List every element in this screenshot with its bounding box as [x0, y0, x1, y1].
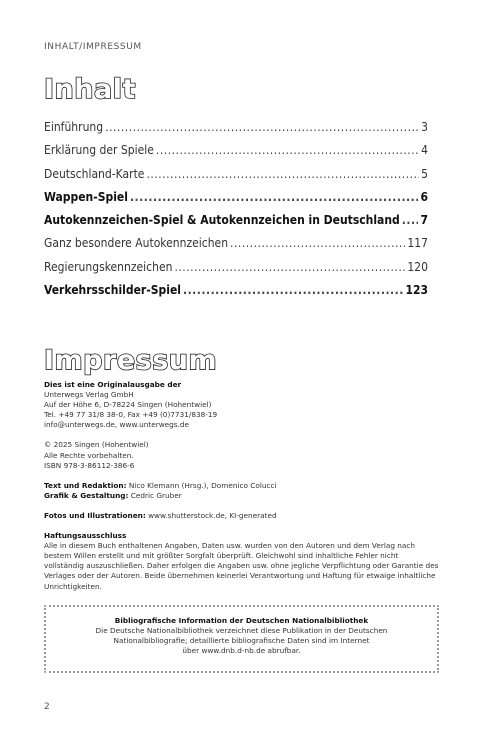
toc-entry-title: Einführung — [44, 120, 104, 134]
toc-leader-dots — [130, 190, 419, 204]
table-of-contents — [44, 120, 428, 306]
toc-leader-dots — [402, 213, 419, 227]
liability-text: Alle in diesem Buch enthaltenen Angaben, Daten usw. wurden von den Autoren und dem Verlag nach bestem Willen erstellt und mit größter Sorgfalt überprüft. Gleichwohl sind inhaltliche Fehler nicht vollständig auszuschließen. Daher erfolgen die Angaben usw. ohne jegliche Verpflichtung oder Garantie des Verlages oder der Autoren. Beide übernehmen keinerlei Verantwortung und Haftung für etwaige inhaltliche Unrichtigkeiten. — [44, 541, 439, 591]
publisher-contact: info@unterwegs.de, www.unterwegs.de — [44, 420, 190, 430]
toc-entry-title: Wappen-Spiel — [44, 189, 128, 204]
graphic-credit — [44, 491, 439, 501]
toc-entry-page: 3 — [421, 120, 428, 134]
toc-leader-dots — [174, 260, 405, 274]
imprint-title: Impressum — [44, 345, 218, 376]
bibliographic-line-3: über www.dnb.d-nb.de abrufbar. — [182, 646, 301, 655]
toc-leader-dots — [105, 120, 419, 134]
text-credit-value: Nico Klemann (Hrsg.), Domenico Colucci — [126, 480, 277, 490]
imprint-block — [44, 380, 439, 592]
toc-leader-dots — [146, 167, 419, 181]
toc-entry[interactable] — [44, 120, 428, 143]
toc-entry-page: 120 — [407, 259, 428, 274]
toc-entry-title: Regierungskennzeichen — [44, 259, 173, 274]
bibliographic-info-box — [44, 605, 439, 673]
running-header: INHALT/IMPRESSUM — [44, 42, 142, 52]
photo-credit-value: www.shutterstock.de, KI-generated — [145, 510, 277, 520]
bibliographic-title: Bibliografische Information der Deutschen Nationalbibliothek — [114, 616, 369, 625]
toc-entry-title: Ganz besondere Autokennzeichen — [44, 236, 229, 251]
toc-entry-title: Erklärung der Spiele — [44, 143, 154, 158]
bibliographic-line-2: Nationalbibliografie; detaillierte bibliografische Daten sind im Internet — [113, 636, 370, 645]
toc-title: Inhalt — [44, 74, 136, 105]
toc-entry-page: 4 — [421, 143, 428, 158]
text-credit — [44, 481, 439, 491]
graphic-credit-label: Grafik & Gestaltung: — [44, 490, 129, 500]
toc-entry[interactable] — [44, 236, 428, 259]
toc-leader-dots — [230, 236, 405, 250]
toc-entry-title: Verkehrsschilder-Spiel — [44, 283, 181, 298]
toc-entry[interactable] — [44, 260, 428, 283]
toc-entry[interactable] — [44, 167, 428, 190]
toc-entry[interactable] — [44, 143, 428, 166]
toc-entry-page: 7 — [420, 213, 428, 228]
toc-entry-page: 5 — [421, 166, 428, 181]
toc-entry-page: 117 — [407, 236, 428, 251]
toc-entry-page: 6 — [420, 189, 428, 204]
bibliographic-line-1: Die Deutsche Nationalbibliothek verzeichnet diese Publikation in der Deutschen — [95, 626, 388, 635]
toc-entry[interactable] — [44, 213, 428, 236]
toc-leader-dots — [156, 143, 419, 157]
toc-entry[interactable] — [44, 283, 428, 306]
rights-line: Alle Rechte vorbehalten. — [44, 450, 134, 460]
toc-entry-page: 123 — [405, 283, 428, 298]
liability-title: Haftungsausschluss — [44, 531, 127, 541]
original-edition-line: Dies ist eine Originalausgabe der — [44, 380, 182, 389]
photo-credit-label: Fotos und Illustrationen: — [44, 510, 146, 520]
isbn-line: ISBN 978-3-86112-386-6 — [44, 460, 135, 470]
graphic-credit-value: Cedric Gruber — [128, 490, 182, 500]
text-credit-label: Text und Redaktion: — [44, 480, 127, 490]
toc-leader-dots — [183, 283, 403, 297]
publisher-name: Unterwegs Verlag GmbH — [44, 390, 134, 400]
page-number: 2 — [44, 702, 50, 712]
photo-credit — [44, 511, 439, 521]
publisher-address: Auf der Höhe 6, D-78224 Singen (Hohentwiel) — [44, 400, 212, 410]
toc-entry-title: Autokennzeichen-Spiel & Autokennzeichen in Deutschland — [44, 213, 400, 228]
toc-entry[interactable] — [44, 190, 428, 213]
toc-entry-title: Deutschland-Karte — [44, 166, 145, 181]
publisher-phone: Tel. +49 77 31/8 38-0, Fax +49 (0)7731/838-19 — [44, 410, 218, 420]
copyright-line: © 2025 Singen (Hohentwiel) — [44, 440, 149, 450]
